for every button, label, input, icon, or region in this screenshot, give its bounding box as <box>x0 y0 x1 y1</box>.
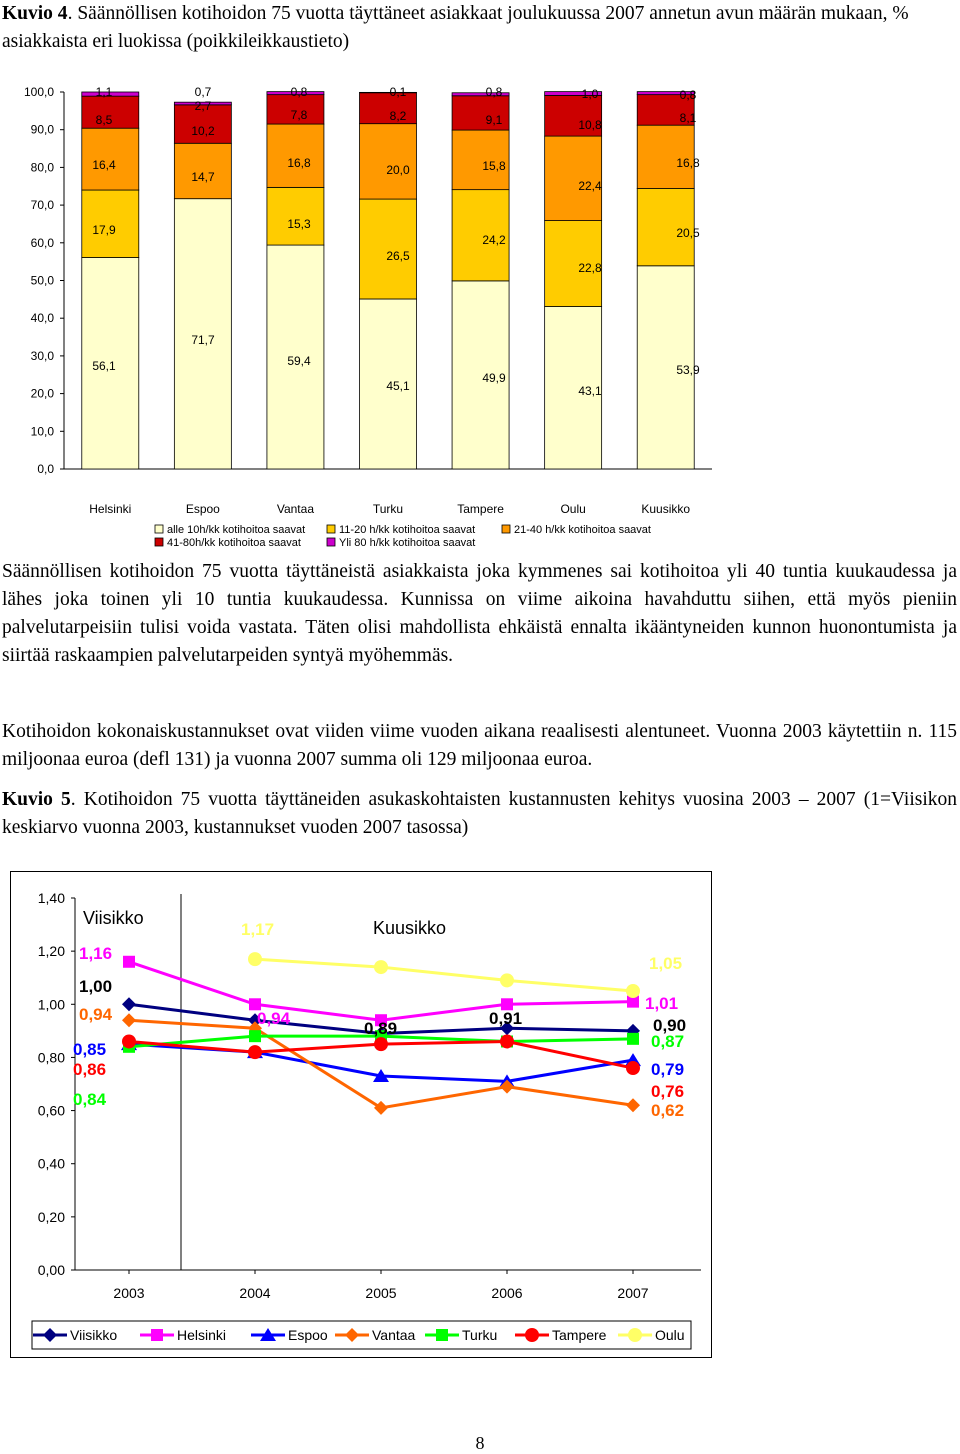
x-category-label: Helsinki <box>89 502 131 516</box>
data-label: 22,8 <box>578 261 602 275</box>
data-point <box>626 1098 640 1112</box>
figure-5-caption <box>2 786 957 842</box>
annotation-label: 1,00 <box>79 977 112 996</box>
data-label: 17,9 <box>92 223 116 237</box>
legend-label: Espoo <box>288 1327 328 1343</box>
data-point <box>374 1101 388 1115</box>
y-tick-label: 100,0 <box>24 85 54 99</box>
x-category-label: Vantaa <box>277 502 314 516</box>
data-point <box>374 1037 388 1051</box>
data-point <box>627 1033 639 1045</box>
legend-label: Turku <box>462 1327 497 1343</box>
data-label: 16,8 <box>676 156 700 170</box>
data-point <box>249 1030 261 1042</box>
data-point <box>500 973 514 987</box>
y-tick-label: 60,0 <box>31 236 55 250</box>
data-label: 14,7 <box>191 170 215 184</box>
y-tick-label: 80,0 <box>31 160 55 174</box>
annotation-label: 0,79 <box>651 1060 684 1079</box>
data-label: 0,1 <box>390 85 407 99</box>
data-label: 56,1 <box>92 359 116 373</box>
data-label: 26,5 <box>386 249 410 263</box>
legend-label: 11-20 h/kk kotihoitoa saavat <box>339 524 475 536</box>
data-point <box>43 1328 57 1342</box>
annotation-label: 0,90 <box>653 1016 686 1035</box>
annotation-label: 0,87 <box>651 1032 684 1051</box>
legend-label: Yli 80 h/kk kotihoitoa saavat <box>339 537 475 549</box>
paragraph-2: Kotihoidon kokonaiskustannukset ovat viiden viime vuoden aikana reaalisesti alentuneet. Vuonna 2003 käytettiin n. 115 miljoonaa euroa (defl 131) ja vuonna 2007 summa oli 129 miljoonaa euroa. <box>2 718 957 774</box>
line-chart-frame <box>10 871 712 1358</box>
x-category-label: Kuusikko <box>641 502 690 516</box>
data-label: 2,7 <box>195 99 212 113</box>
annotation-label: 0,76 <box>651 1082 684 1101</box>
annotation-label: 1,16 <box>79 944 112 963</box>
data-point <box>436 1329 448 1341</box>
figure-5-number: Kuvio 5 <box>2 789 71 810</box>
line-chart <box>11 872 711 1357</box>
x-tick-label: 2003 <box>113 1285 144 1301</box>
y-tick-label: 0,40 <box>38 1156 65 1172</box>
legend-label: Oulu <box>655 1327 685 1343</box>
y-tick-label: 0,60 <box>38 1103 65 1119</box>
figure-4-title: . Säännöllisen kotihoidon 75 vuotta täyttäneet asiakkaat joulukuussa 2007 annetun avun määrän mukaan, % asiakkaista eri luokissa (poikkileikkaustieto) <box>2 3 909 52</box>
annotation-label: 1,17 <box>241 920 274 939</box>
x-category-label: Turku <box>373 502 403 516</box>
figure-4-number: Kuvio 4 <box>2 3 68 24</box>
annotation-label: 0,91 <box>489 1009 522 1028</box>
data-point <box>122 997 136 1011</box>
data-label: 0,8 <box>486 85 503 99</box>
legend-swatch <box>327 525 335 533</box>
data-label: 22,4 <box>578 179 602 193</box>
data-point <box>248 952 262 966</box>
legend-swatch <box>155 525 163 533</box>
data-label: 8,5 <box>96 113 113 127</box>
annotation-label: 0,62 <box>651 1101 684 1120</box>
y-tick-label: 0,00 <box>38 1262 65 1278</box>
data-label: 49,9 <box>482 371 506 385</box>
data-point <box>123 956 135 968</box>
y-tick-label: 20,0 <box>31 387 55 401</box>
data-label: 1,0 <box>582 87 599 101</box>
page-number: 8 <box>0 1433 960 1454</box>
data-label: 8,2 <box>390 109 407 123</box>
data-label: 1,1 <box>96 85 113 99</box>
annotation-label: 0,84 <box>73 1090 107 1109</box>
legend-label: Helsinki <box>177 1327 226 1343</box>
series-line <box>255 959 633 991</box>
figure-4-caption <box>2 0 957 56</box>
y-tick-label: 1,40 <box>38 890 65 906</box>
figure-5-title: . Kotihoidon 75 vuotta täyttäneiden asukaskohtaisten kustannusten kehitys vuosina 2003 – 2007 (1=Viisikon keskiarvo vuonna 2003, kustannukset vuoden 2007 tasossa) <box>2 789 957 838</box>
bar-segment <box>360 93 417 124</box>
legend-label: Vantaa <box>372 1327 416 1343</box>
data-point <box>122 1013 136 1027</box>
data-label: 10,2 <box>191 124 215 138</box>
legend-swatch <box>327 538 335 546</box>
x-category-label: Tampere <box>457 502 504 516</box>
legend-label: alle 10h/kk kotihoitoa saavat <box>167 524 305 536</box>
data-label: 43,1 <box>578 384 602 398</box>
data-point <box>122 1034 136 1048</box>
legend-label: Viisikko <box>70 1327 117 1343</box>
data-point <box>500 1034 514 1048</box>
annotation-label: 0,94 <box>79 1005 113 1024</box>
y-tick-label: 0,20 <box>38 1209 65 1225</box>
data-label: 15,3 <box>287 217 311 231</box>
y-tick-label: 50,0 <box>31 274 55 288</box>
data-label: 45,1 <box>386 379 410 393</box>
stacked-bar-chart <box>0 82 720 552</box>
y-tick-label: 70,0 <box>31 198 55 212</box>
data-label: 20,0 <box>386 163 410 177</box>
x-tick-label: 2006 <box>491 1285 522 1301</box>
y-tick-label: 90,0 <box>31 123 55 137</box>
y-tick-label: 30,0 <box>31 349 55 363</box>
annotation-label: 0,86 <box>73 1060 106 1079</box>
data-label: 0,8 <box>680 88 697 102</box>
annotation-label: 1,01 <box>645 994 678 1013</box>
legend-label: Tampere <box>552 1327 607 1343</box>
data-label: 8,1 <box>680 111 697 125</box>
data-label: 59,4 <box>287 354 311 368</box>
legend-swatch <box>155 538 163 546</box>
data-point <box>248 1045 262 1059</box>
x-category-label: Oulu <box>560 502 585 516</box>
data-label: 16,8 <box>287 156 311 170</box>
x-category-label: Espoo <box>186 502 220 516</box>
paragraph-1: Säännöllisen kotihoidon 75 vuotta täyttäneistä asiakkaista joka kymmenes sai kotihoitoa yli 40 tuntia kuukaudessa ja lähes joka toinen yli 10 tuntia kuukaudessa. Kunnissa on viime aikoina havahduttu siihen, että myös pieniin palvelutarpeisiin tulisi voida vastata. Täten olisi mahdollista ehkäistä ennalta ikääntyneiden kunnon huonontumista ja siirtää raskaampien palvelutarpeiden syntyä myöhemmäs. <box>2 558 957 670</box>
data-label: 0,8 <box>291 85 308 99</box>
data-label: 71,7 <box>191 333 215 347</box>
legend-label: 21-40 h/kk kotihoitoa saavat <box>514 524 651 536</box>
y-tick-label: 1,00 <box>38 996 65 1012</box>
annotation-label: 0,85 <box>73 1040 106 1059</box>
y-tick-label: 0,80 <box>38 1049 65 1065</box>
data-point <box>345 1328 359 1342</box>
annotation-label: Viisikko <box>83 908 144 928</box>
legend-label: 41-80h/kk kotihoitoa saavat <box>167 537 301 549</box>
x-tick-label: 2004 <box>239 1285 270 1301</box>
data-point <box>151 1329 163 1341</box>
annotation-label: 1,05 <box>649 954 682 973</box>
data-label: 16,4 <box>92 158 116 172</box>
data-point <box>525 1328 539 1342</box>
data-label: 7,8 <box>291 108 308 122</box>
data-label: 9,1 <box>486 113 503 127</box>
annotation-label: 0,89 <box>364 1019 397 1038</box>
data-point <box>374 960 388 974</box>
data-point <box>626 984 640 998</box>
data-label: 24,2 <box>482 233 506 247</box>
annotation-label: Kuusikko <box>373 918 446 938</box>
legend-swatch <box>502 525 510 533</box>
bar-segment <box>360 124 417 199</box>
data-label: 15,8 <box>482 159 506 173</box>
x-tick-label: 2007 <box>617 1285 648 1301</box>
data-point <box>628 1328 642 1342</box>
x-tick-label: 2005 <box>365 1285 396 1301</box>
data-label: 53,9 <box>676 363 700 377</box>
data-label: 0,7 <box>195 85 212 99</box>
y-tick-label: 40,0 <box>31 311 55 325</box>
data-point <box>626 1061 640 1075</box>
annotation-label: 0,94 <box>257 1009 291 1028</box>
data-label: 10,8 <box>578 118 602 132</box>
y-tick-label: 1,20 <box>38 943 65 959</box>
data-label: 20,5 <box>676 226 700 240</box>
y-tick-label: 0,0 <box>37 462 54 476</box>
y-tick-label: 10,0 <box>31 424 55 438</box>
